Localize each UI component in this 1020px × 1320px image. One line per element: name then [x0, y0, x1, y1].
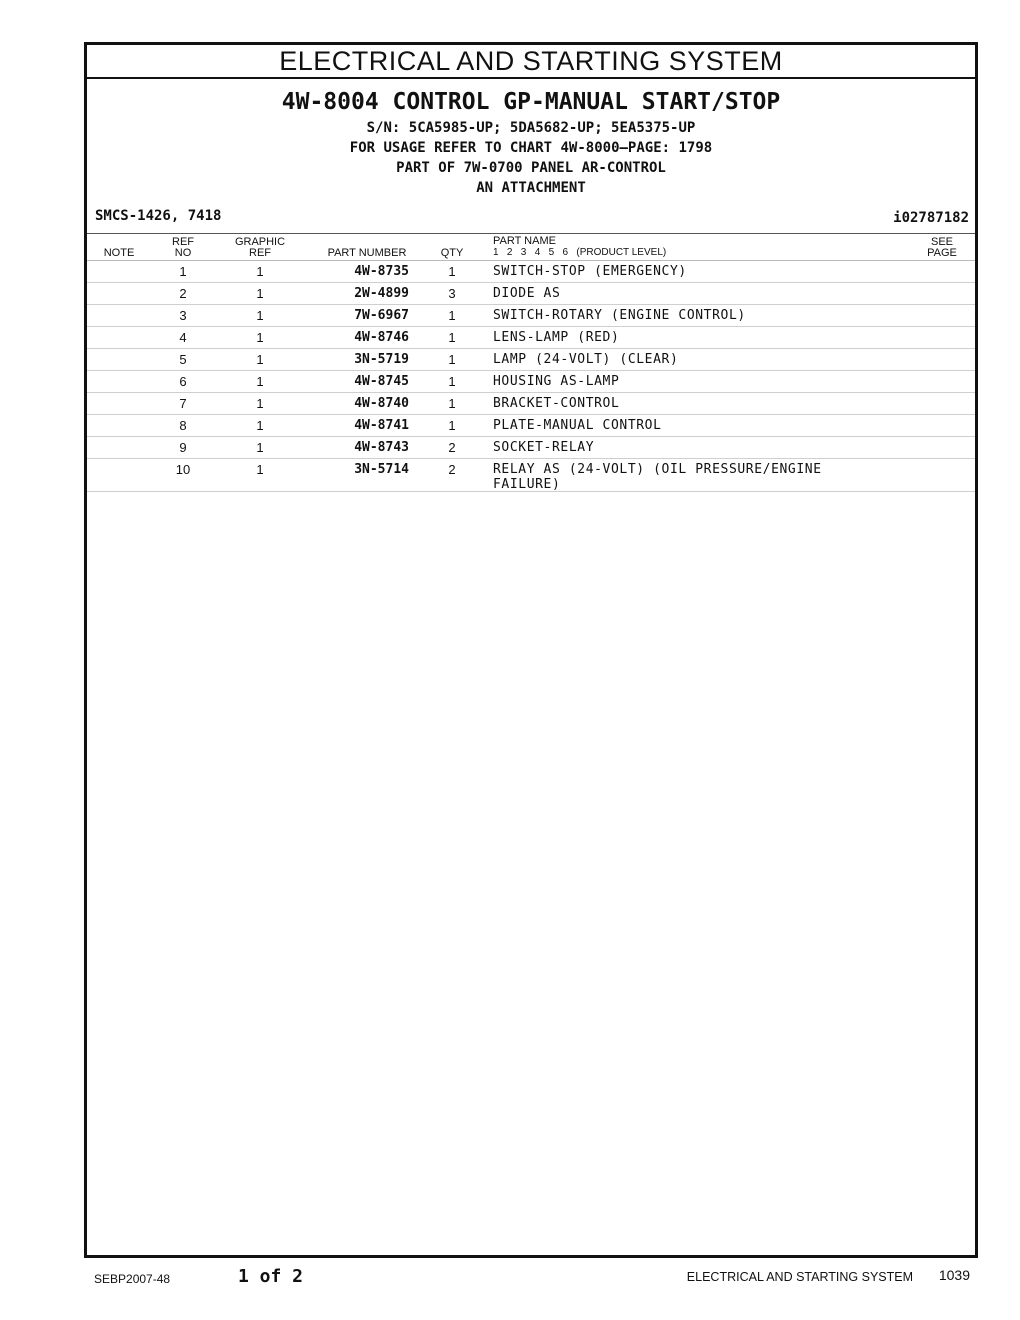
group-header	[87, 79, 975, 234]
part-of-line: PART OF 7W-0700 PANEL AR-CONTROL	[396, 160, 666, 176]
quantity: 1	[448, 264, 456, 279]
part-number: 4W-8746	[354, 330, 409, 345]
graphic-ref: 1	[256, 462, 264, 477]
quantity: 1	[448, 308, 456, 323]
smcs-code: SMCS-1426, 7418	[95, 208, 222, 224]
quantity: 1	[448, 418, 456, 433]
table-row	[87, 327, 975, 349]
header-see-page	[917, 237, 967, 259]
ref-no: 8	[179, 418, 187, 433]
part-number: 3N-5714	[354, 462, 409, 477]
ref-no: 10	[175, 462, 191, 477]
column-headers	[87, 234, 975, 261]
ref-no: 2	[179, 286, 187, 301]
ref-no: 1	[179, 264, 187, 279]
part-number: 4W-8740	[354, 396, 409, 411]
illustration-id: i02787182	[893, 210, 969, 226]
footer-section-name: ELECTRICAL AND STARTING SYSTEM	[686, 1270, 913, 1284]
part-number: 4W-8741	[354, 418, 409, 433]
attachment-line: AN ATTACHMENT	[476, 180, 586, 196]
header-see-line2: PAGE	[927, 247, 957, 259]
header-part-name: PART NAME	[493, 235, 556, 247]
graphic-ref: 1	[256, 352, 264, 367]
header-graphic-line1: GRAPHIC	[234, 236, 286, 248]
part-name: SWITCH-ROTARY (ENGINE CONTROL)	[493, 308, 746, 323]
part-number: 4W-8745	[354, 374, 409, 389]
graphic-ref: 1	[256, 418, 264, 433]
ref-no: 7	[179, 396, 187, 411]
footer-doc-id: SEBP2007-48	[94, 1272, 171, 1286]
part-name: SWITCH-STOP (EMERGENCY)	[493, 264, 687, 279]
graphic-ref: 1	[256, 264, 264, 279]
header-qty: QTY	[440, 247, 464, 259]
header-see-line1: SEE	[930, 236, 953, 248]
part-name: BRACKET-CONTROL	[493, 396, 620, 411]
part-name: LAMP (24-VOLT) (CLEAR)	[493, 352, 679, 367]
graphic-ref: 1	[256, 396, 264, 411]
ref-no: 4	[179, 330, 187, 345]
table-row	[87, 393, 975, 415]
graphic-ref: 1	[256, 286, 264, 301]
graphic-ref: 1	[256, 374, 264, 389]
quantity: 2	[448, 462, 456, 477]
usage-reference: FOR USAGE REFER TO CHART 4W-8000—PAGE: 1798	[349, 140, 713, 156]
part-number: 3N-5719	[354, 352, 409, 367]
part-name: SOCKET-RELAY	[493, 440, 595, 455]
header-ref-line2: NO	[174, 247, 192, 259]
ref-no: 3	[179, 308, 187, 323]
part-name: DIODE AS	[493, 286, 561, 301]
table-row	[87, 349, 975, 371]
quantity: 3	[448, 286, 456, 301]
footer-page-number: 1039	[938, 1267, 970, 1283]
ref-no: 9	[179, 440, 187, 455]
graphic-ref: 1	[256, 308, 264, 323]
part-number: 7W-6967	[354, 308, 409, 323]
header-part-number: PART NUMBER	[327, 247, 407, 259]
part-name: HOUSING AS-LAMP	[493, 374, 620, 389]
footer-page-of: 1 of 2	[238, 1266, 304, 1287]
part-name: LENS-LAMP (RED)	[493, 330, 620, 345]
serial-numbers: S/N: 5CA5985-UP; 5DA5682-UP; 5EA5375-UP	[366, 120, 696, 136]
group-title: 4W-8004 CONTROL GP-MANUAL START/STOP	[281, 89, 781, 115]
ref-no: 6	[179, 374, 187, 389]
part-number: 4W-8735	[354, 264, 409, 279]
table-row	[87, 459, 975, 492]
header-graphic-ref	[227, 237, 293, 259]
quantity: 1	[448, 374, 456, 389]
section-title: ELECTRICAL AND STARTING SYSTEM	[87, 45, 975, 79]
part-name: PLATE-MANUAL CONTROL	[493, 418, 662, 433]
table-row	[87, 305, 975, 327]
graphic-ref: 1	[256, 330, 264, 345]
parts-table	[87, 261, 975, 492]
table-row	[87, 261, 975, 283]
page-frame	[84, 42, 978, 1258]
table-row	[87, 283, 975, 305]
part-number: 2W-4899	[354, 286, 409, 301]
header-ref-line1: REF	[172, 236, 194, 248]
table-row	[87, 415, 975, 437]
quantity: 1	[448, 396, 456, 411]
quantity: 2	[448, 440, 456, 455]
header-product-levels: 1 2 3 4 5 6 (PRODUCT LEVEL)	[493, 247, 667, 258]
part-name: RELAY AS (24-VOLT) (OIL PRESSURE/ENGINE FAILURE)	[493, 462, 822, 492]
graphic-ref: 1	[256, 440, 264, 455]
header-ref-no	[165, 237, 201, 259]
table-row	[87, 437, 975, 459]
ref-no: 5	[179, 352, 187, 367]
quantity: 1	[448, 352, 456, 367]
part-number: 4W-8743	[354, 440, 409, 455]
header-note: NOTE	[103, 247, 135, 259]
header-graphic-line2: REF	[249, 247, 271, 259]
table-row	[87, 371, 975, 393]
quantity: 1	[448, 330, 456, 345]
